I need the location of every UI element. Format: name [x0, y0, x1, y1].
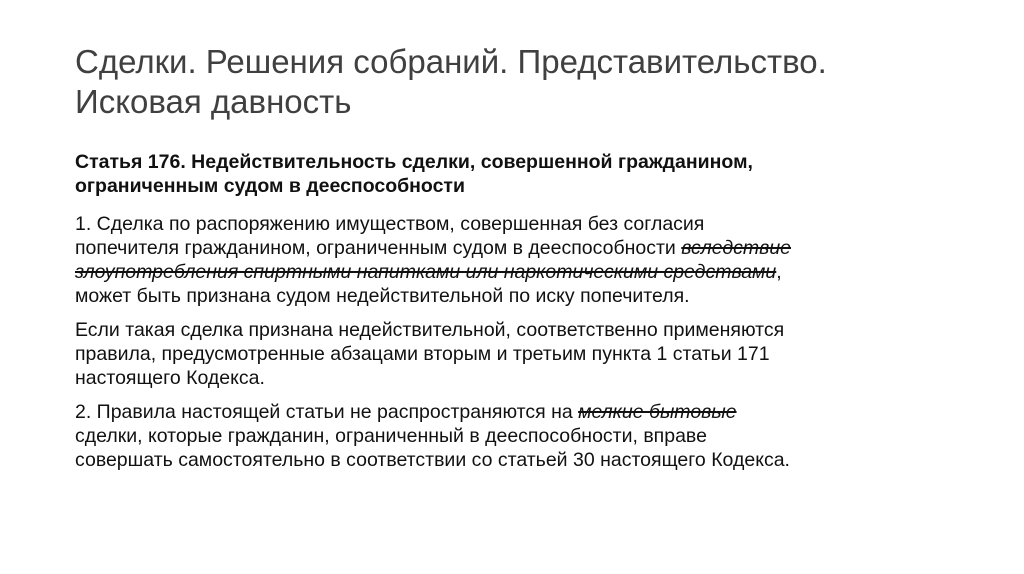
paragraph-2-line-1: Если такая сделка признана недействительной, соответственно применяются — [75, 319, 785, 341]
paragraph-1-line-3 — [75, 260, 955, 284]
paragraph-3-line-3: совершать самостоятельно в соответствии со статьей 30 настоящего Кодекса. — [75, 449, 790, 471]
struck-text-vsledstvie: вследствие — [681, 237, 792, 259]
article-heading — [75, 150, 955, 198]
paragraph-3 — [75, 400, 955, 472]
struck-text-abuse: злоупотребления спиртными напитками или наркотическими средствами — [75, 261, 777, 283]
paragraph-2-line-2: правила, предусмотренные абзацами вторым и третьим пункта 1 статьи 171 — [75, 343, 770, 365]
paragraph-2 — [75, 318, 955, 390]
title-line-2: Исковая давность — [75, 83, 352, 120]
paragraph-1-line-1: 1. Сделка по распоряжению имуществом, совершенная без согласия — [75, 213, 705, 235]
title-line-1: Сделки. Решения собраний. Представительство. — [75, 43, 827, 80]
struck-text-minor-household: мелкие бытовые — [578, 401, 737, 423]
paragraph-1-line-3-comma: , — [776, 261, 782, 283]
paragraph-3-line-1-text: 2. Правила настоящей статьи не распространяются на — [75, 401, 579, 423]
paragraph-2-line-3: настоящего Кодекса. — [75, 367, 265, 389]
slide-title — [75, 42, 955, 122]
paragraph-1 — [75, 212, 955, 308]
heading-line-1: Статья 176. Недействительность сделки, совершенной гражданином, — [75, 151, 753, 173]
paragraph-3-line-1 — [75, 400, 955, 424]
paragraph-1-line-2 — [75, 236, 955, 260]
paragraph-1-line-4: может быть признана судом недействительной по иску попечителя. — [75, 285, 690, 307]
heading-line-2: ограниченным судом в дееспособности — [75, 175, 465, 197]
slide-content — [75, 150, 955, 482]
paragraph-1-line-2-text: попечителя гражданином, ограниченным судом в дееспособности — [75, 237, 682, 259]
paragraph-3-line-2: сделки, которые гражданин, ограниченный в дееспособности, вправе — [75, 425, 707, 447]
